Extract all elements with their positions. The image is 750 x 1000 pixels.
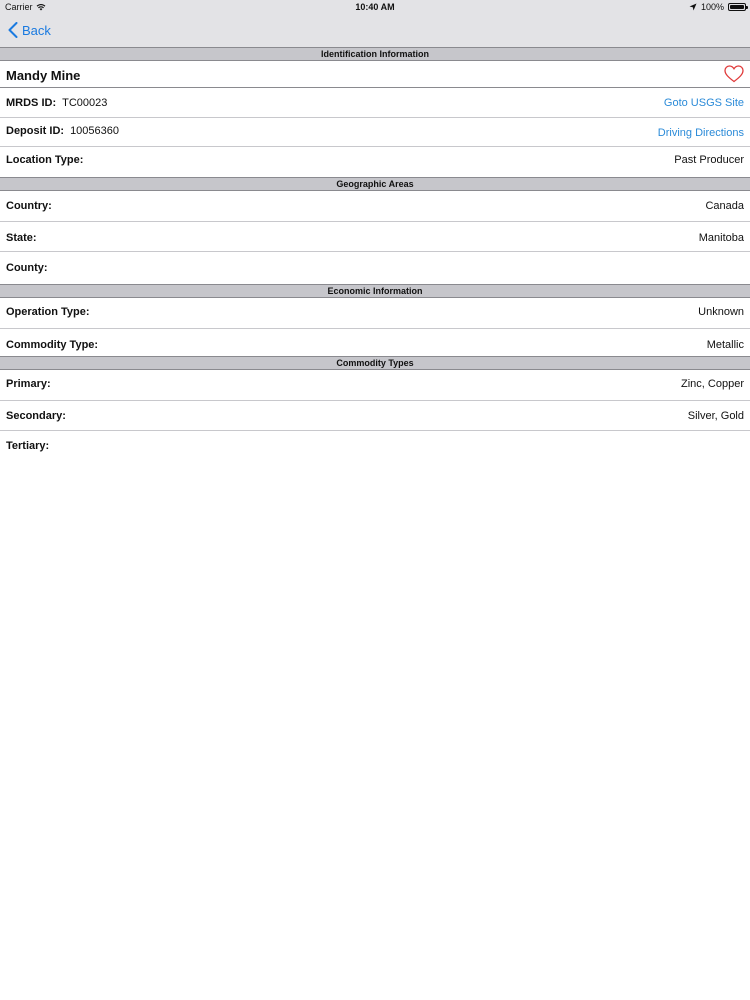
- secondary-value: Silver, Gold: [687, 410, 744, 422]
- deposit-id-row: [0, 118, 750, 147]
- location-arrow-icon: [689, 3, 697, 11]
- country-row: [0, 191, 750, 222]
- location-type-value: Past Producer: [674, 154, 744, 166]
- country-value: Canada: [705, 200, 744, 212]
- section-header-geographic: Geographic Areas: [0, 177, 750, 191]
- mrds-id-row: [0, 88, 750, 118]
- state-row: [0, 222, 750, 252]
- tertiary-commodity-row: [0, 431, 750, 461]
- battery-icon: [728, 3, 746, 11]
- primary-label: Primary:: [6, 378, 51, 390]
- mrds-id-label: MRDS ID:: [6, 97, 57, 109]
- driving-directions-link[interactable]: Driving Directions: [657, 127, 744, 139]
- operation-type-value: Unknown: [698, 306, 744, 318]
- operation-type-label: Operation Type:: [6, 306, 90, 318]
- chevron-left-icon: [8, 22, 18, 38]
- state-value: Manitoba: [698, 232, 744, 244]
- navigation-bar: [0, 15, 750, 47]
- section-header-commodity: Commodity Types: [0, 356, 750, 370]
- section-header-identification: Identification Information: [0, 47, 750, 61]
- mine-name: Mandy Mine: [6, 68, 81, 83]
- goto-usgs-site-link[interactable]: Goto USGS Site: [663, 97, 744, 109]
- status-bar: [0, 0, 750, 15]
- commodity-type-value: Metallic: [706, 339, 744, 351]
- heart-favorite-icon[interactable]: [724, 65, 744, 83]
- primary-commodity-row: [0, 370, 750, 401]
- location-type-label: Location Type:: [6, 154, 84, 166]
- battery-percent: 100%: [700, 2, 724, 12]
- secondary-label: Secondary:: [6, 410, 66, 422]
- back-button[interactable]: [8, 22, 51, 38]
- section-header-economic: Economic Information: [0, 284, 750, 298]
- country-label: Country:: [6, 200, 52, 212]
- deposit-id-field: [6, 125, 119, 137]
- deposit-id-label: Deposit ID:: [6, 125, 65, 137]
- county-row: [0, 252, 750, 284]
- location-type-row: [0, 147, 750, 177]
- battery-fill: [730, 5, 744, 9]
- primary-value: Zinc, Copper: [681, 378, 744, 390]
- carrier-label: Carrier: [5, 2, 33, 12]
- secondary-commodity-row: [0, 401, 750, 431]
- county-label: County:: [6, 262, 48, 274]
- status-right: [689, 2, 746, 12]
- state-label: State:: [6, 232, 37, 244]
- mine-name-row: [0, 61, 750, 88]
- mrds-id-value: TC00023: [62, 97, 108, 109]
- clock: 10:40 AM: [355, 2, 395, 12]
- tertiary-label: Tertiary:: [6, 440, 50, 452]
- operation-type-row: [0, 298, 750, 329]
- deposit-id-value: 10056360: [70, 125, 120, 137]
- mrds-id-field: [6, 97, 107, 109]
- commodity-type-row: [0, 329, 750, 356]
- commodity-type-label: Commodity Type:: [6, 339, 99, 351]
- back-label: Back: [22, 22, 51, 38]
